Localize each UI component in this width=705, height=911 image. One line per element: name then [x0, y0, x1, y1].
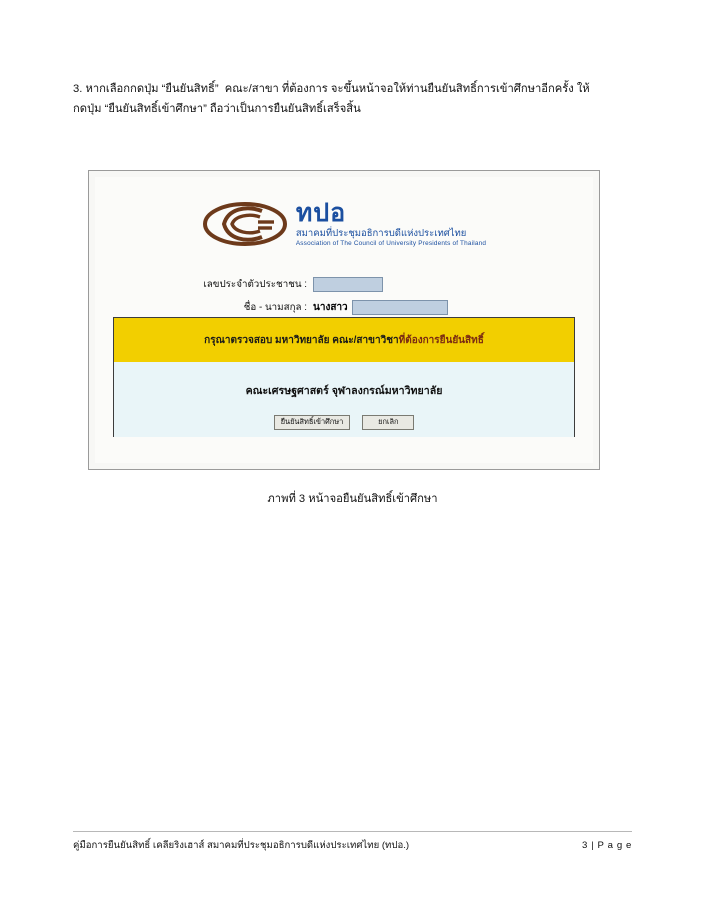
footer-divider	[73, 831, 632, 832]
confirmation-panel	[113, 317, 575, 437]
logo-thai-name: ทปอ	[295, 199, 347, 228]
panel-header-emphasis: ที่ต้องการยืนยันสิทธิ์	[398, 334, 484, 346]
page-footer	[73, 838, 632, 853]
selected-faculty: คณะเศรษฐศาสตร์ จุฬาลงกรณ์มหาวิทยาลัย	[245, 385, 443, 397]
intro-line-2: กดปุ่ม “ยืนยันสิทธิ์เข้าศึกษา” ถือว่าเป็นการยืนยันสิทธิ์เสร็จสิ้น	[73, 102, 361, 115]
field-row-fullname	[95, 298, 593, 317]
form-fields	[95, 275, 593, 321]
footer-left-text: คู่มือการยืนยันสิทธิ์ เคลียริงเฮาส์ สมาคมที่ประชุมอธิการบดีแห่งประเทศไทย (ทปอ.)	[73, 840, 410, 851]
cupt-emblem-icon	[202, 195, 288, 253]
panel-header-main: กรุณาตรวจสอบ มหาวิทยาลัย คณะ/สาขาวิชา	[204, 334, 399, 346]
cancel-button[interactable]: ยกเลิก	[362, 415, 414, 430]
logo-english-subtitle: Association of The Council of University Presidents of Thailand	[295, 239, 487, 247]
logo-text	[296, 201, 486, 247]
confirm-enrollment-button[interactable]: ยืนยันสิทธิ์เข้าศึกษา	[274, 415, 351, 430]
panel-button-row	[114, 415, 574, 430]
figure-caption: ภาพที่ 3 หน้าจอยืนยันสิทธิ์เข้าศึกษา	[267, 493, 438, 505]
fullname-value-box	[352, 300, 448, 315]
page-number: 3 | P a g e	[582, 840, 632, 851]
field-row-citizen-id	[95, 275, 593, 294]
screenshot-canvas	[95, 177, 593, 463]
panel-body	[114, 362, 574, 437]
citizen-id-label: เลขประจำตัวประชาชน :	[203, 279, 307, 290]
citizen-id-value-box	[313, 277, 383, 292]
intro-line-1: 3. หากเลือกกดปุ่ม “ยืนยันสิทธิ์” คณะ/สาขา ที่ต้องการ จะขึ้นหน้าจอให้ท่านยืนยันสิทธิ์การเข้าศึกษาอีกครั้ง ให้	[73, 83, 590, 95]
fullname-prefix: นางสาว	[313, 302, 348, 313]
intro-paragraph	[73, 80, 633, 119]
figure-screenshot	[88, 170, 600, 470]
panel-header	[114, 318, 574, 362]
site-logo	[95, 191, 593, 257]
fullname-label: ชื่อ - นามสกุล :	[243, 302, 307, 313]
logo-thai-subtitle: สมาคมที่ประชุมอธิการบดีแห่งประเทศไทย	[295, 228, 467, 240]
